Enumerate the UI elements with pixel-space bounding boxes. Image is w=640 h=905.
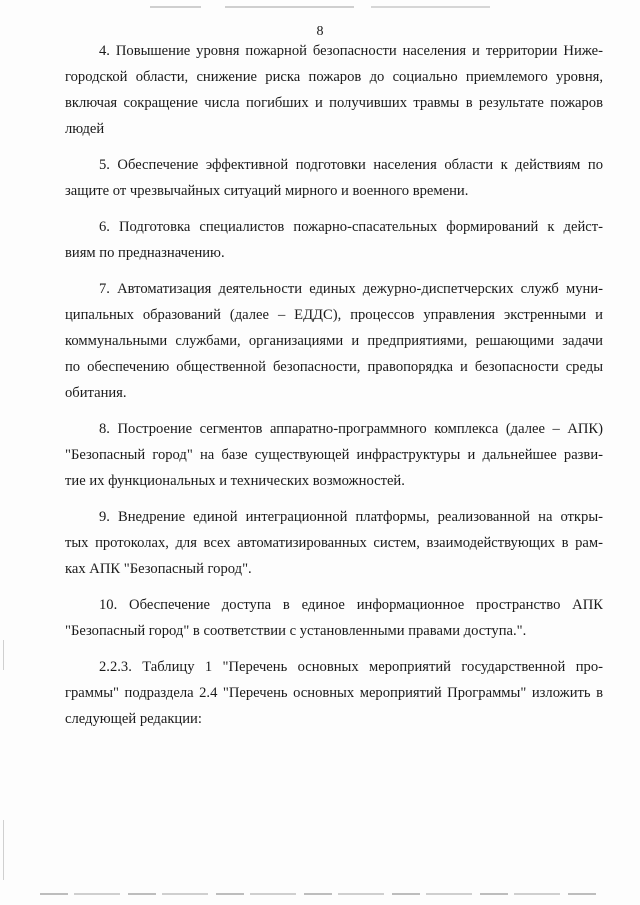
text-line: тых протоколах, для всех автоматизированных систем, взаимодействующих в рам- bbox=[65, 535, 603, 551]
scan-bottom-edge bbox=[40, 893, 600, 895]
text-line: "Безопасный город" на базе существующей инфраструктуры и дальнейшее разви- bbox=[65, 447, 603, 463]
text-line: ципальных образований (далее – ЕДДС), процессов управления экстренными и bbox=[65, 307, 603, 323]
paragraph-clause-2-2-3 bbox=[65, 654, 603, 732]
page-number: 8 bbox=[316, 24, 324, 39]
text-line: ках АПК "Безопасный город". bbox=[65, 561, 252, 577]
scan-top-edge bbox=[150, 6, 490, 8]
text-line: включая сокращение числа погибших и получивших травмы в результате пожаров bbox=[65, 95, 603, 111]
text-line: 2.2.3. Таблицу 1 "Перечень основных мероприятий государственной про- bbox=[99, 659, 603, 675]
text-line: следующей редакции: bbox=[65, 711, 202, 727]
paragraph-item-7 bbox=[65, 276, 603, 406]
text-line: 6. Подготовка специалистов пожарно-спасательных формирований к дейст- bbox=[99, 219, 603, 235]
text-line: обитания. bbox=[65, 385, 127, 401]
text-line: коммунальными службами, организациями и предприятиями, решающими задачи bbox=[65, 333, 603, 349]
text-line: 9. Внедрение единой интеграционной платформы, реализованной на откры- bbox=[99, 509, 603, 525]
text-line: граммы" подраздела 2.4 "Перечень основных мероприятий Программы" изложить в bbox=[65, 685, 603, 701]
text-line: 5. Обеспечение эффективной подготовки населения области к действиям по bbox=[99, 157, 603, 173]
paragraph-item-5 bbox=[65, 152, 603, 204]
document-body bbox=[65, 38, 603, 732]
text-line: тие их функциональных и технических возможностей. bbox=[65, 473, 405, 489]
paragraph-item-9 bbox=[65, 504, 603, 582]
text-line: виям по предназначению. bbox=[65, 245, 225, 261]
text-line: людей bbox=[65, 121, 105, 137]
paragraph-item-10 bbox=[65, 592, 603, 644]
text-line: защите от чрезвычайных ситуаций мирного и военного времени. bbox=[65, 183, 469, 199]
text-line: городской области, снижение риска пожаров до социально приемлемого уровня, bbox=[65, 69, 603, 85]
scan-left-mark-lower bbox=[3, 820, 4, 880]
paragraph-item-4 bbox=[65, 38, 603, 142]
text-line: 10. Обеспечение доступа в единое информационное пространство АПК bbox=[99, 597, 603, 613]
paragraph-item-8 bbox=[65, 416, 603, 494]
text-line: 8. Построение сегментов аппаратно-программного комплекса (далее – АПК) bbox=[99, 421, 603, 437]
paragraph-item-6 bbox=[65, 214, 603, 266]
text-line: "Безопасный город" в соответствии с установленными правами доступа.". bbox=[65, 623, 527, 639]
text-line: 4. Повышение уровня пожарной безопасности населения и территории Ниже- bbox=[99, 43, 603, 59]
scan-left-mark bbox=[3, 640, 4, 670]
text-line: 7. Автоматизация деятельности единых дежурно-диспетчерских служб муни- bbox=[99, 281, 603, 297]
text-line: по обеспечению общественной безопасности, правопорядка и безопасности среды bbox=[65, 359, 603, 375]
